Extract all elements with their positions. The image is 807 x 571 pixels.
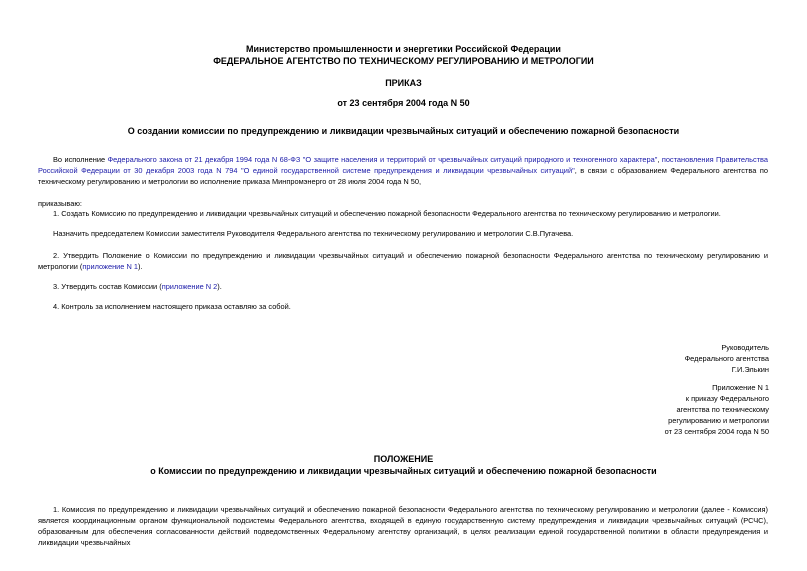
order-word: приказываю: bbox=[38, 199, 82, 208]
item-4 bbox=[38, 301, 768, 312]
signature-organization: Федерального агентства bbox=[684, 354, 769, 363]
item-1-chair-text: Назначить председателем Комиссии заместителя Руководителя Федерального агентства по техническому регулированию и метрологии С.В.Пугачева. bbox=[53, 229, 574, 238]
intro-text-2: , bbox=[657, 155, 662, 164]
intro-paragraph bbox=[38, 154, 768, 187]
intro-text-1: Во исполнение bbox=[53, 155, 108, 164]
government-decree-link[interactable]: постановления Правительства Российской Федерации от 30 декабря 2003 года N 794 "О единой государственной системе предупреждения и ликвидации чрезвычайных ситуаций" bbox=[38, 155, 768, 175]
appendix-ref-line-2: к приказу Федерального bbox=[685, 394, 769, 403]
regulation-title: ПОЛОЖЕНИЕ bbox=[373, 454, 434, 464]
regulation-paragraph-1-text: 1. Комиссия по предупреждению и ликвидации чрезвычайных ситуаций и обеспечению пожарной безопасности Федерального агентства по техническому регулированию и метрологии (далее - Комиссия) является координационным органом функциональной подсистемы Федерального агентства, входящей в единую государственную систему предупреждения и ликвидации чрезвычайных ситуаций (РСЧС), образованным для обеспечения согласованности действий подведомственных Федеральному агентству организаций, в целях реализации единой государственной политики в области предупреждения и ликвидации чрезвычайных bbox=[38, 505, 768, 547]
agency-name: ФЕДЕРАЛЬНОЕ АГЕНТСТВО ПО ТЕХНИЧЕСКОМУ РЕГУЛИРОВАНИЮ И МЕТРОЛОГИИ bbox=[213, 56, 594, 66]
signature-name: Г.И.Элькин bbox=[731, 365, 769, 374]
appendix-ref-line-3: агентства по техническому bbox=[676, 405, 769, 414]
document-type: ПРИКАЗ bbox=[385, 78, 422, 88]
appendix-2-link[interactable]: приложение N 2 bbox=[161, 282, 218, 291]
regulation-subtitle: о Комиссии по предупреждению и ликвидации чрезвычайных ситуаций и обеспечению пожарной безопасности bbox=[150, 466, 657, 476]
signature-block bbox=[685, 342, 769, 375]
item-2-end: ). bbox=[137, 262, 143, 271]
document-date-number: от 23 сентября 2004 года N 50 bbox=[337, 98, 470, 108]
appendix-ref-line-4: регулированию и метрологии bbox=[668, 416, 769, 425]
item-3-text: 3. Утвердить состав Комиссии ( bbox=[53, 282, 162, 291]
appendix-reference bbox=[665, 382, 769, 437]
intro-text-3: , в связи с образованием Федерального агентства по техническому регулированию и метрологии во исполнение приказа Минпромэнерго от 28 июля 2004 года N 50, bbox=[38, 166, 768, 186]
appendix-ref-line-5: от 23 сентября 2004 года N 50 bbox=[664, 427, 769, 436]
regulation-paragraph-1 bbox=[38, 504, 768, 548]
document-subject: О создании комиссии по предупреждению и ликвидации чрезвычайных ситуаций и обеспечению пожарной безопасности bbox=[127, 126, 680, 136]
item-3-end: ). bbox=[217, 282, 222, 291]
appendix-ref-line-1: Приложение N 1 bbox=[712, 383, 769, 392]
item-1-chair bbox=[38, 228, 768, 239]
federal-law-link[interactable]: Федерального закона от 21 декабря 1994 года N 68-ФЗ "О защите населения и территорий от чрезвычайных ситуаций природного и техногенного характера" bbox=[107, 155, 658, 164]
item-3 bbox=[38, 281, 768, 292]
item-2-text: 2. Утвердить Положение о Комиссии по предупреждению и ликвидации чрезвычайных ситуаций и обеспечению пожарной безопасности Федерального агентства по техническому регулированию и метрологии ( bbox=[38, 251, 768, 271]
signature-position: Руководитель bbox=[721, 343, 769, 352]
ministry-name: Министерство промышленности и энергетики Российской Федерации bbox=[246, 44, 561, 54]
item-1-text: 1. Создать Комиссию по предупреждению и ликвидации чрезвычайных ситуаций и обеспечению пожарной безопасности Федерального агентства по техническому регулированию и метрологии. bbox=[53, 209, 721, 218]
appendix-1-link[interactable]: приложение N 1 bbox=[82, 262, 138, 271]
item-4-text: 4. Контроль за исполнением настоящего приказа оставляю за собой. bbox=[53, 302, 291, 311]
item-1 bbox=[38, 208, 768, 219]
item-2 bbox=[38, 250, 768, 272]
